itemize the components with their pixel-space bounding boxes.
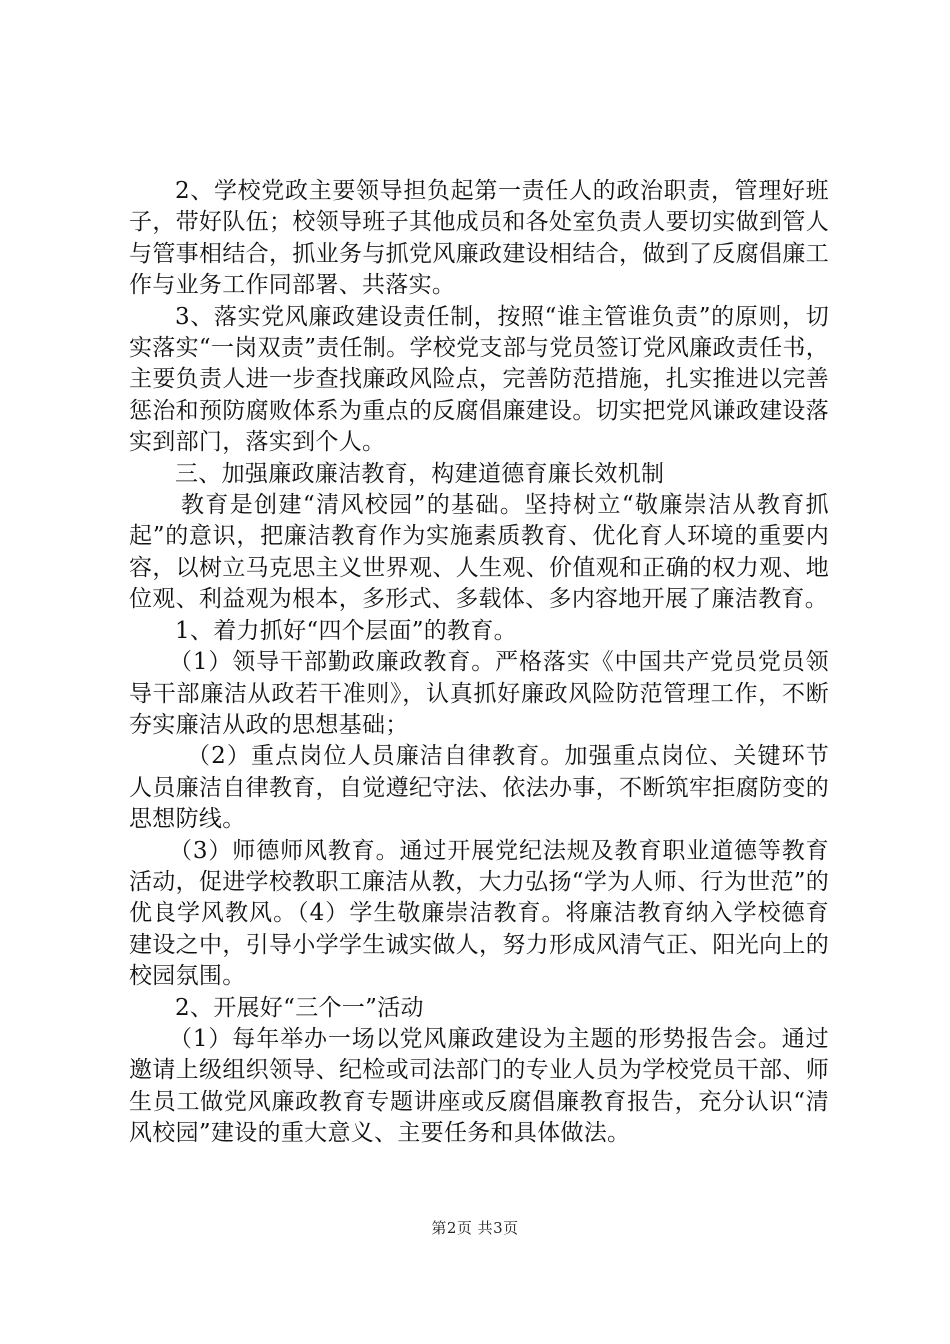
paragraph-responsibility-system: 3、落实党风廉政建设责任制，按照“谁主管谁负责”的原则，切实落实“一岗双责”责任制。学校党支部与党员签订党风廉政责任书，主要负责人进一步查找廉政风险点，完善防范措施，扎实推进以完善惩治和预防腐败体系为重点的反腐倡廉建设。切实把党风谦政建设落实到部门，落实到个人。 (129, 303, 829, 456)
document-body (129, 176, 829, 1150)
subheading-four-levels: 1、着力抓好“四个层面”的教育。 (175, 617, 517, 644)
subheading-three-ones: 2、开展好“三个一”活动 (175, 994, 424, 1021)
page-footer: 第2页 共3页 (431, 1219, 519, 1237)
paragraph-leadership-responsibility: 2、学校党政主要领导担负起第一责任人的政治职责，管理好班子，带好队伍；校领导班子其他成员和各处室负责人要切实做到管人与管事相结合，抓业务与抓党风廉政建设相结合，做到了反腐倡廉工作与业务工作同部署、共落实。 (129, 178, 829, 299)
paragraph-item-1: （1）领导干部勤政廉政教育。严格落实《中国共产党员党员领导干部廉洁从政若干准则》，认真抓好廉政风险防范管理工作，不断夯实廉洁从政的思想基础； (129, 649, 829, 738)
section-heading-education: 三、加强廉政廉洁教育，构建道德育廉长效机制 (175, 460, 665, 487)
paragraph-activity-1: （1）每年举办一场以党风廉政建设为主题的形势报告会。通过邀请上级组织领导、纪检或司法部门的专业人员为学校党员干部、师生员工做党风廉政教育专题讲座或反腐倡廉教育报告，充分认识“清风校园”建设的重大意义、主要任务和具体做法。 (129, 1025, 829, 1147)
paragraph-education-intro: 教育是创建“清风校园”的基础。坚持树立“敬廉崇洁从教育抓起”的意识，把廉洁教育作为实施素质教育、优化育人环境的重要内容，以树立马克思主义世界观、人生观、价值观和正确的权力观、地位观、利益观为根本，多形式、多载体、多内容地开展了廉洁教育。 (129, 492, 829, 613)
paragraph-item-3-4: （3）师德师风教育。通过开展党纪法规及教育职业道德等教育活动，促进学校教职工廉洁从教，大力弘扬“学为人师、行为世范”的优良学风教风。（4）学生敬廉崇洁教育。将廉洁教育纳入学校德育建设之中，引导小学学生诚实做人，努力形成风清气正、阳光向上的校园氛围。 (129, 837, 829, 990)
paragraph-item-2: （2）重点岗位人员廉洁自律教育。加强重点岗位、关键环节人员廉洁自律教育，自觉遵纪守法、依法办事，不断筑牢拒腐防变的思想防线。 (129, 743, 829, 833)
